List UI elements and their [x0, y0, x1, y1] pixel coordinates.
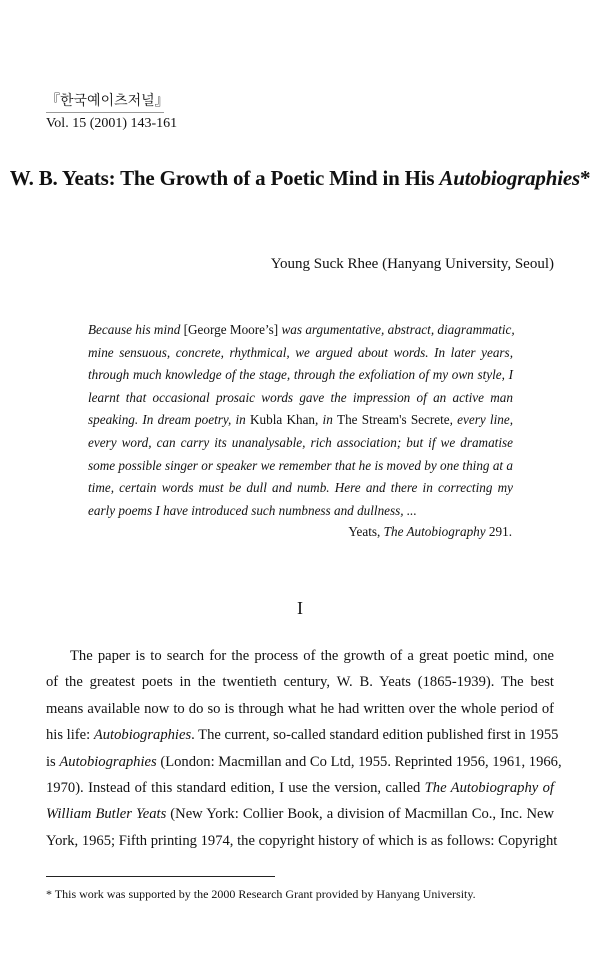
- epigraph-bracket-insert: [George Moore’s]: [183, 322, 279, 337]
- title-italic: Autobiographies: [439, 166, 580, 190]
- epigraph: [88, 319, 513, 522]
- title-footnote-marker: *: [579, 166, 591, 190]
- author-affiliation: Young Suck Rhee (Hanyang University, Seoul): [270, 256, 554, 272]
- volume-info: Vol. 15 (2001) 143-161: [46, 116, 178, 131]
- body-line: [46, 749, 562, 775]
- epigraph-line: [88, 409, 513, 432]
- header-rule: [46, 112, 164, 113]
- section-heading: I: [297, 598, 303, 618]
- body-line: means available now to do so is through what he had written over the whole period of: [46, 700, 554, 717]
- epigraph-text: , every line,: [449, 412, 513, 428]
- epigraph-citation: [348, 524, 512, 540]
- footnote: * This work was supported by the 2000 Research Grant provided by Hanyang University.: [46, 887, 476, 901]
- epigraph-line: mine sensuous, concrete, rhythmical, we argued about words. In later years,: [88, 344, 513, 360]
- citation-page: 291.: [485, 524, 512, 539]
- epigraph-line: early poems I have introduced such numbness and dullness, ...: [88, 502, 417, 518]
- book-title: Autobiographies: [93, 727, 192, 744]
- body-text-run: (London: Macmillan and Co Ltd, 1955. Reprinted 1956, 1961, 1966,: [156, 753, 562, 770]
- epigraph-line: learnt that occasional prosaic words gave the impression of an active man: [88, 389, 513, 405]
- body-line: [46, 722, 559, 748]
- citation-work: The Autobiography: [383, 524, 486, 539]
- footnote-divider: [46, 876, 275, 877]
- poem-title: The Stream's Secrete: [337, 412, 450, 428]
- citation-author: Yeats,: [348, 524, 384, 539]
- poem-title: Kubla Khan: [250, 412, 316, 428]
- book-title: Autobiographies: [59, 753, 157, 770]
- epigraph-text: was argumentative, abstract, diagrammatic,: [278, 322, 515, 337]
- epigraph-line: some possible singer or speaker we remember that he is moved by one thing at a: [88, 457, 513, 473]
- body-text-run: 1970). Instead of this standard edition, I use the version, called: [46, 779, 425, 796]
- title-main: W. B. Yeats: The Growth of a Poetic Mind in His: [9, 166, 440, 190]
- epigraph-text: Because his mind: [88, 322, 184, 337]
- book-title: William Butler Yeats: [46, 806, 167, 823]
- body-line: [46, 801, 554, 827]
- epigraph-line: [88, 319, 513, 342]
- body-line: [46, 775, 554, 801]
- body-text: [46, 643, 562, 854]
- body-text-run: . The current, so-called standard edition published first in 1955: [191, 727, 559, 744]
- epigraph-line: every word, can carry its unanalysable, rich association; but if we dramatise: [88, 434, 513, 450]
- body-line: York, 1965; Fifth printing 1974, the copyright history of which is as follows: Copyright: [46, 832, 558, 849]
- epigraph-line: time, certain words must be dull and numb. Here and there in correcting my: [88, 480, 513, 496]
- body-text-run: his life:: [46, 727, 94, 744]
- body-line: The paper is to search for the process of the growth of a great poetic mind, one: [70, 648, 554, 664]
- journal-name: 『한국예이츠저널』: [46, 94, 169, 109]
- book-title: The Autobiography of: [424, 779, 554, 796]
- journal-header: [46, 93, 177, 133]
- body-line: of the greatest poets in the twentieth century, W. B. Yeats (1865-1939). The best: [46, 674, 554, 691]
- epigraph-text: , in: [315, 412, 338, 428]
- paper-title: [0, 166, 600, 191]
- body-text-run: is: [46, 753, 60, 770]
- epigraph-text: speaking. In dream poetry, in: [88, 412, 250, 428]
- epigraph-line: through much knowledge of the stage, through the exfoliation of my own style, I: [88, 367, 513, 383]
- body-text-run: (New York: Collier Book, a division of Macmillan Co., Inc. New: [166, 806, 554, 823]
